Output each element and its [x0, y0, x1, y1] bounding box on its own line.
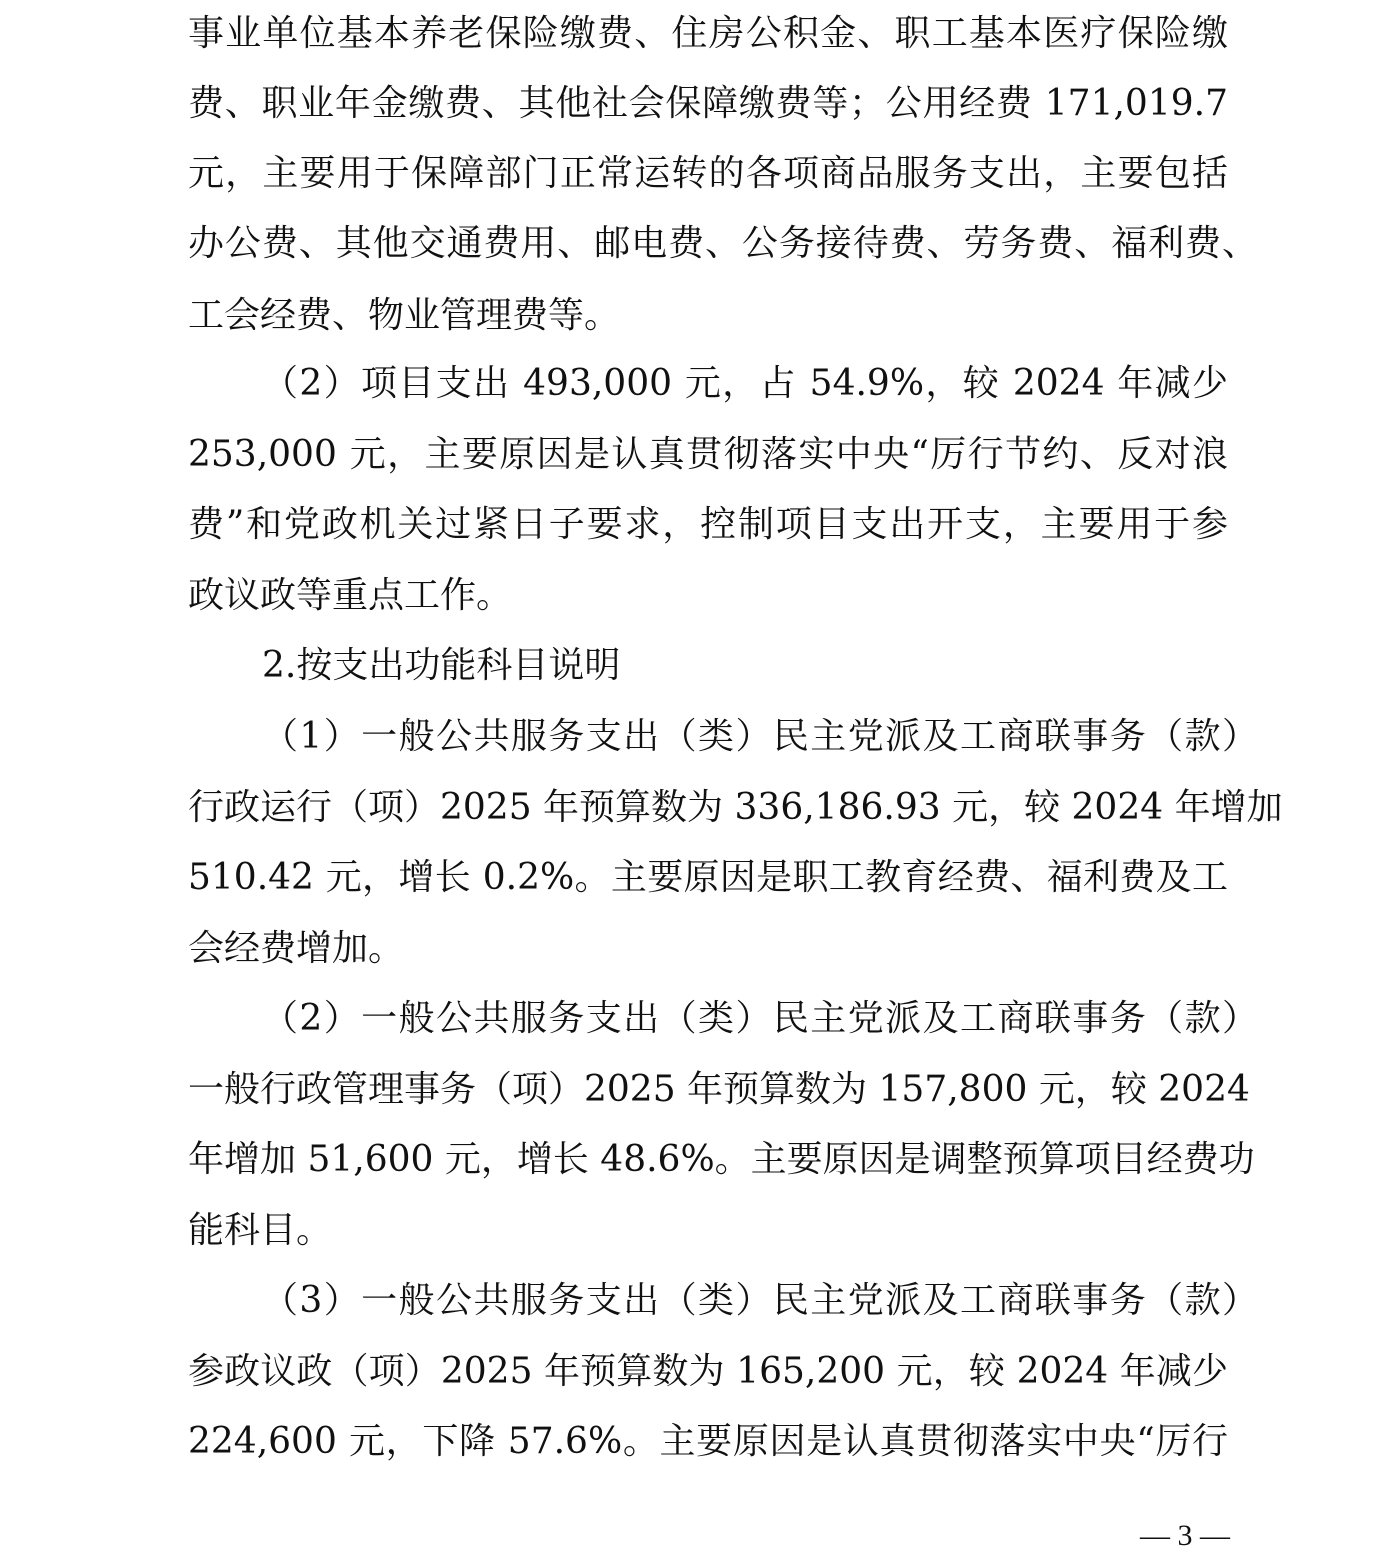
text-line: 年增加 51,600 元，增长 48.6%。主要原因是调整预算项目经费功 — [188, 1139, 1255, 1180]
text-line: 224,600 元，下降 57.6%。主要原因是认真贯彻落实中央“厉行 — [188, 1421, 1228, 1462]
text-line: 工会经费、物业管理费等。 — [188, 295, 621, 336]
text-line: 253,000 元，主要原因是认真贯彻落实中央“厉行节约、反对浪 — [188, 434, 1228, 475]
paragraph-start-line: （2）一般公共服务支出（类）民主党派及工商联事务（款） — [262, 998, 1258, 1039]
page-number: — 3 — — [1140, 1519, 1230, 1552]
text-line: 费”和党政机关过紧日子要求，控制项目支出开支，主要用于参 — [188, 504, 1228, 545]
section-heading: 2.按支出功能科目说明 — [262, 645, 621, 686]
text-line: 费、职业年金缴费、其他社会保障缴费等；公用经费 171,019.7 — [188, 83, 1228, 124]
text-line: 会经费增加。 — [188, 928, 405, 969]
text-line: 元，主要用于保障部门正常运转的各项商品服务支出，主要包括 — [188, 153, 1228, 194]
text-line: 510.42 元，增长 0.2%。主要原因是职工教育经费、福利费及工 — [188, 857, 1228, 898]
paragraph-start-line: （1）一般公共服务支出（类）民主党派及工商联事务（款） — [262, 716, 1258, 757]
text-line: 行政运行（项）2025 年预算数为 336,186.93 元，较 2024 年增加 — [188, 787, 1283, 828]
text-line: 事业单位基本养老保险缴费、住房公积金、职工基本医疗保险缴 — [188, 13, 1228, 54]
text-line: 一般行政管理事务（项）2025 年预算数为 157,800 元，较 2024 — [188, 1069, 1250, 1110]
text-line: 参政议政（项）2025 年预算数为 165,200 元，较 2024 年减少 — [188, 1351, 1228, 1392]
text-line: 政议政等重点工作。 — [188, 575, 513, 616]
text-line: 能科目。 — [188, 1210, 333, 1251]
paragraph-start-line: （2）项目支出 493,000 元，占 54.9%，较 2024 年减少 — [262, 363, 1228, 404]
paragraph-start-line: （3）一般公共服务支出（类）民主党派及工商联事务（款） — [262, 1280, 1258, 1321]
text-line: 办公费、其他交通费用、邮电费、公务接待费、劳务费、福利费、 — [188, 223, 1258, 264]
